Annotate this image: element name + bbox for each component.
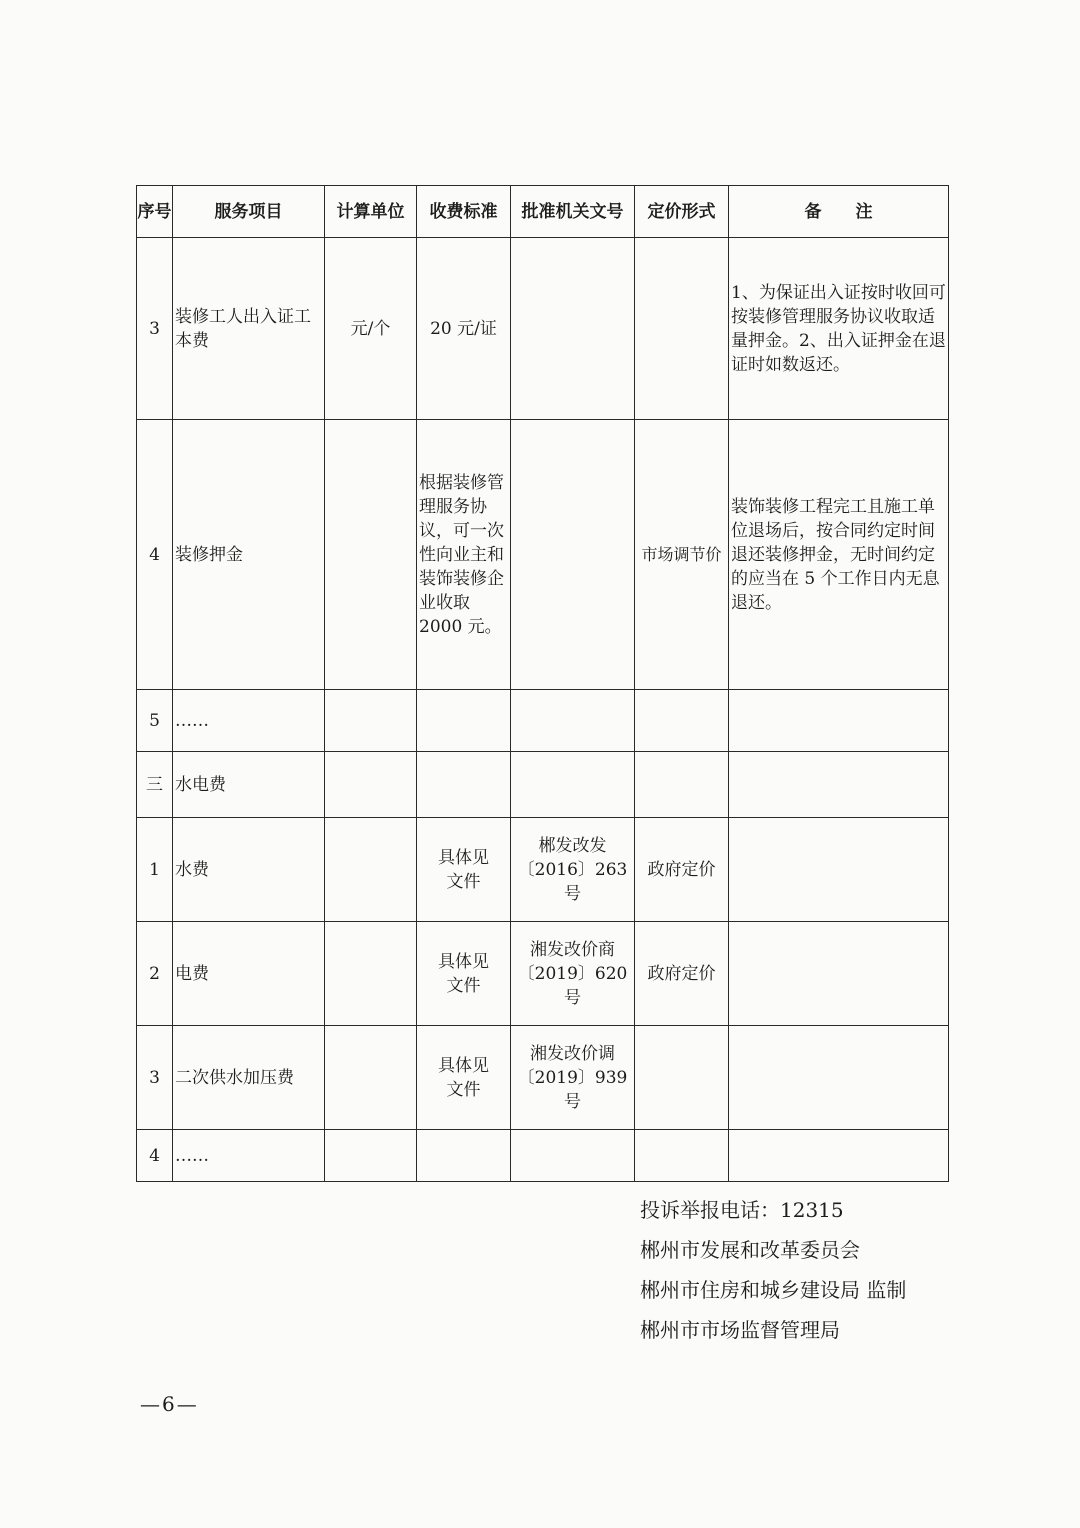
standard-cell bbox=[417, 1130, 511, 1182]
doc-cell: 湘发改价调〔2019〕939 号 bbox=[511, 1026, 635, 1130]
complaint-hotline: 投诉举报电话：12315 bbox=[640, 1198, 844, 1222]
note-cell bbox=[729, 922, 949, 1026]
section-number: 三 bbox=[137, 752, 173, 818]
standard-cell: 具体见文件 bbox=[417, 1026, 511, 1130]
service-item: 装修押金 bbox=[173, 420, 325, 690]
note-cell bbox=[729, 1026, 949, 1130]
note-cell bbox=[729, 818, 949, 922]
row-number: 4 bbox=[137, 1130, 173, 1182]
doc-cell bbox=[511, 690, 635, 752]
header-cell: 服务项目 bbox=[173, 186, 325, 238]
unit-cell bbox=[325, 1026, 417, 1130]
pricing-cell bbox=[635, 690, 729, 752]
unit-cell bbox=[325, 690, 417, 752]
table-row bbox=[137, 922, 949, 1026]
unit-cell bbox=[325, 818, 417, 922]
header-cell: 备 注 bbox=[729, 186, 949, 238]
service-item: 水费 bbox=[173, 818, 325, 922]
doc-cell bbox=[511, 420, 635, 690]
table-header-row bbox=[137, 186, 949, 238]
header-cell: 批准机关文号 bbox=[511, 186, 635, 238]
note-cell bbox=[729, 690, 949, 752]
note-cell: 1、为保证出入证按时收回可按装修管理服务协议收取适量押金。2、出入证押金在退证时如数返还。 bbox=[729, 238, 949, 420]
agency-name: 郴州市发展和改革委员会 bbox=[640, 1238, 860, 1262]
table-row bbox=[137, 1026, 949, 1130]
pricing-cell bbox=[635, 1026, 729, 1130]
row-number: 5 bbox=[137, 690, 173, 752]
fee-table bbox=[136, 185, 949, 1182]
header-cell: 计算单位 bbox=[325, 186, 417, 238]
pricing-cell bbox=[635, 238, 729, 420]
doc-cell bbox=[511, 1130, 635, 1182]
service-item: 装修工人出入证工本费 bbox=[173, 238, 325, 420]
row-number: 3 bbox=[137, 1026, 173, 1130]
unit-cell bbox=[325, 922, 417, 1026]
pricing-cell: 政府定价 bbox=[635, 922, 729, 1026]
header-cell: 定价形式 bbox=[635, 186, 729, 238]
section-title: 水电费 bbox=[173, 752, 325, 818]
doc-cell bbox=[511, 238, 635, 420]
table-row bbox=[137, 420, 949, 690]
pricing-cell bbox=[635, 1130, 729, 1182]
note-cell bbox=[729, 1130, 949, 1182]
table-row bbox=[137, 690, 949, 752]
standard-cell: 根据装修管理服务协议，可一次性向业主和装饰装修企业收取 2000 元。 bbox=[417, 420, 511, 690]
row-number: 4 bbox=[137, 420, 173, 690]
row-number: 1 bbox=[137, 818, 173, 922]
note-cell: 装饰装修工程完工且施工单位退场后，按合同约定时间退还装修押金，无时间约定的应当在 5 个工作日内无息退还。 bbox=[729, 420, 949, 690]
note-cell bbox=[729, 752, 949, 818]
standard-cell: 20 元/证 bbox=[417, 238, 511, 420]
doc-cell bbox=[511, 752, 635, 818]
standard-cell: 具体见文件 bbox=[417, 922, 511, 1026]
unit-cell bbox=[325, 752, 417, 818]
service-item: 二次供水加压费 bbox=[173, 1026, 325, 1130]
table-row bbox=[137, 1130, 949, 1182]
doc-cell: 湘发改价商〔2019〕620 号 bbox=[511, 922, 635, 1026]
header-cell: 序号 bbox=[137, 186, 173, 238]
pricing-cell: 市场调节价 bbox=[635, 420, 729, 690]
row-number: 2 bbox=[137, 922, 173, 1026]
unit-cell bbox=[325, 1130, 417, 1182]
table-row bbox=[137, 238, 949, 420]
standard-cell bbox=[417, 752, 511, 818]
table-row bbox=[137, 818, 949, 922]
service-item: …… bbox=[173, 1130, 325, 1182]
footer-block bbox=[640, 1190, 906, 1350]
agency-name: 郴州市市场监督管理局 bbox=[640, 1318, 840, 1342]
service-item: 电费 bbox=[173, 922, 325, 1026]
table-section-row bbox=[137, 752, 949, 818]
row-number: 3 bbox=[137, 238, 173, 420]
standard-cell: 具体见文件 bbox=[417, 818, 511, 922]
unit-cell: 元/个 bbox=[325, 238, 417, 420]
pricing-cell: 政府定价 bbox=[635, 818, 729, 922]
agency-name: 郴州市住房和城乡建设局 监制 bbox=[640, 1278, 907, 1302]
doc-cell: 郴发改发〔2016〕263 号 bbox=[511, 818, 635, 922]
unit-cell bbox=[325, 420, 417, 690]
header-cell: 收费标准 bbox=[417, 186, 511, 238]
page-number: —6— bbox=[140, 1392, 199, 1416]
standard-cell bbox=[417, 690, 511, 752]
service-item: …… bbox=[173, 690, 325, 752]
pricing-cell bbox=[635, 752, 729, 818]
